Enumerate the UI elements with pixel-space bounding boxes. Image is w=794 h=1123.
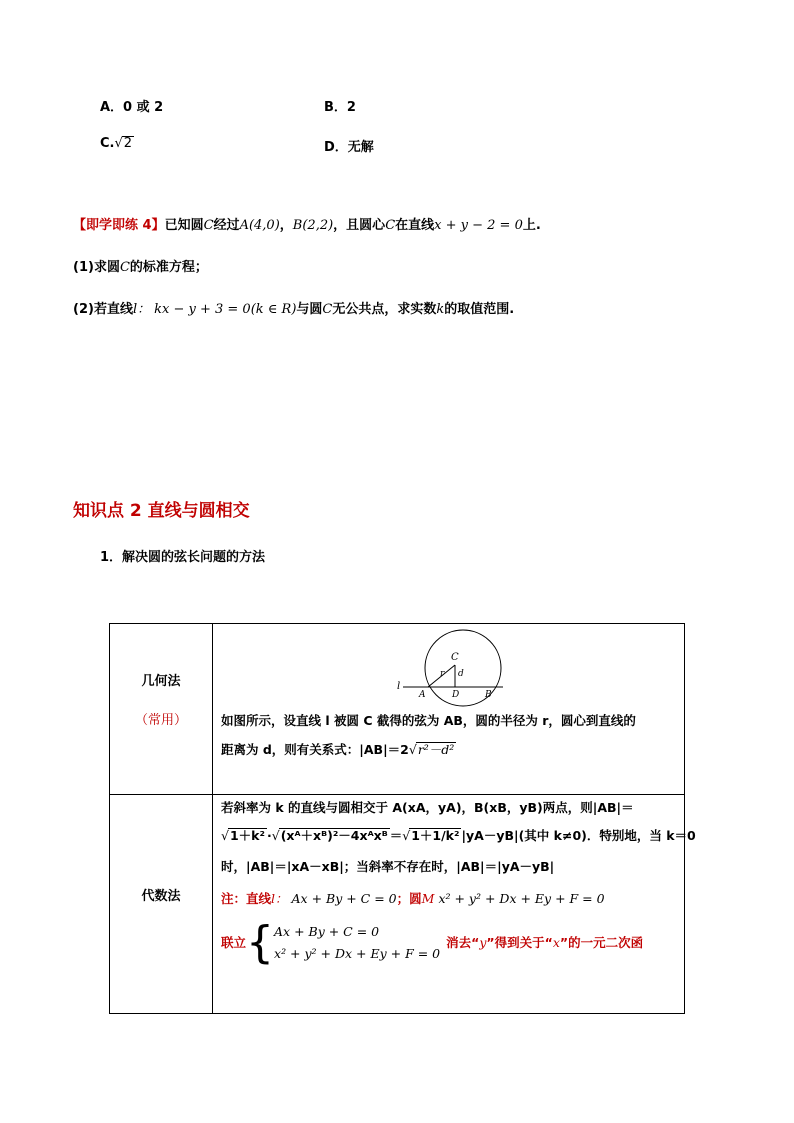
stem-text: 上. (522, 218, 541, 233)
algebraic-line-3: 时，|AB|＝|xA－xB|；当斜率不存在时，|AB|＝|yA－yB| (221, 859, 555, 874)
geometric-desc-line-2 (221, 735, 676, 764)
brace-icon: { (246, 917, 275, 968)
geometric-formula-text: 距离为 d，则有关系式：|AB|＝2 (221, 742, 409, 757)
sqrt-sign: √ (221, 828, 229, 843)
option-d: D．无解 (324, 140, 374, 155)
question-number: (2) (73, 302, 94, 317)
geometric-desc (213, 706, 684, 764)
q2-text: 的取值范围. (444, 302, 515, 317)
sqrt-sign: √ (114, 136, 123, 151)
method-name: 几何法 (141, 674, 181, 689)
q1-text: 求圆 (93, 260, 120, 275)
algebraic-line-1: 若斜率为 k 的直线与圆相交于 A(xA，yA)，B(xB，yB)两点，则|AB|＝ (221, 800, 634, 815)
option-c-radicand: 2 (123, 136, 133, 151)
label-a: A (419, 690, 426, 700)
table-row-algebraic (110, 795, 685, 1014)
radical-2: (xᴬ＋xᴮ)²－4xᴬxᴮ (280, 828, 388, 843)
var-k: k (436, 302, 445, 317)
radical-3: 1＋1/k² (411, 828, 460, 843)
system-suffix (446, 928, 643, 958)
option-c-prefix: C. (100, 136, 115, 151)
label-d: d (458, 669, 464, 679)
method-desc-cell (213, 624, 685, 795)
label-c: C (451, 652, 459, 663)
algebraic-line-2-rest: |yA－yB|(其中 k≠0)．特别地，当 k＝0 (461, 828, 696, 843)
stem-text: ，且圆心 (333, 218, 386, 233)
label-d-point: D (452, 690, 460, 700)
var-x: x (552, 935, 560, 950)
algebraic-system (221, 917, 676, 968)
note-mid: ；圆 (396, 891, 422, 906)
q2-equation: kx − y + 3 = 0(k ∈ R) (154, 302, 297, 317)
question-1 (73, 259, 208, 277)
stem-text: 已知圆 (164, 218, 204, 233)
method-name-cell (110, 624, 213, 795)
var-c: C (119, 260, 130, 275)
system-prefix: 联立 (221, 935, 247, 950)
system-eq-1: Ax + By + C = 0 (274, 924, 380, 939)
algebraic-line-2 (221, 819, 696, 853)
stem-text: 在直线 (395, 218, 435, 233)
var-c: C (203, 218, 214, 233)
table-row-geometric (110, 624, 685, 795)
system-equations (274, 921, 440, 965)
suffix-text: ”的一元二次函 (559, 935, 644, 950)
question-2 (73, 301, 514, 319)
geometric-desc-line-1: 如图所示，设直线 l 被圆 C 截得的弦为 AB，圆的半径为 r，圆心到直线的 (221, 713, 636, 728)
exercise-stem (73, 217, 541, 235)
sqrt-sign: √ (271, 828, 280, 843)
note-line-eq: Ax + By + C = 0 (291, 891, 397, 906)
point-a: A(4,0) (239, 218, 280, 233)
stem-text: 经过 (213, 218, 240, 233)
option-b: B．2 (324, 100, 356, 115)
q2-text: 若直线 (93, 302, 133, 317)
exercise-tag: 【即学即练 4】 (73, 218, 165, 233)
section-subheading: 1．解决圆的弦长问题的方法 (100, 550, 266, 565)
equals-sign: ＝ (389, 828, 403, 843)
var-c: C (322, 302, 333, 317)
method-name-cell (110, 795, 213, 1014)
dot-sign: · (266, 828, 272, 843)
stem-text: ， (279, 218, 293, 233)
label-r: r (440, 669, 445, 679)
option-a: A．0 或 2 (100, 100, 164, 115)
note-circle-eq: x² + y² + Dx + Ey + F = 0 (438, 891, 605, 906)
method-name: 代数法 (141, 889, 181, 904)
var-l: l： (132, 302, 151, 317)
note-prefix: 注：直线 (221, 891, 272, 906)
method-desc-cell (213, 795, 696, 1014)
suffix-text: ”得到关于“ (486, 935, 553, 950)
var-c: C (385, 218, 396, 233)
method-note: （常用） (134, 713, 187, 728)
question-number: (1) (73, 260, 94, 275)
algebraic-desc (213, 795, 696, 968)
var-l: l： (271, 891, 288, 906)
point-b: B(2,2) (292, 218, 334, 233)
geometric-radicand: r²－d² (417, 742, 455, 757)
methods-table (109, 623, 696, 1014)
sqrt-sign: √ (402, 828, 411, 843)
chord-diagram (213, 624, 686, 708)
q2-text: 与圆 (296, 302, 323, 317)
algebraic-note (221, 881, 676, 917)
q2-text: 无公共点，求实数 (332, 302, 437, 317)
radical-1: 1＋k² (229, 828, 265, 843)
option-c (100, 136, 134, 151)
system-eq-2: x² + y² + Dx + Ey + F = 0 (274, 946, 441, 961)
var-m: M (421, 891, 435, 906)
var-y: y (479, 935, 487, 950)
sqrt-sign: √ (408, 742, 417, 757)
label-b: B (485, 690, 492, 700)
section-heading: 知识点 2 直线与圆相交 (73, 501, 250, 521)
q1-text: 的标准方程； (129, 260, 208, 275)
suffix-text: 消去“ (446, 935, 480, 950)
label-l: l (397, 681, 401, 692)
line-equation: x + y − 2 = 0 (434, 218, 523, 233)
